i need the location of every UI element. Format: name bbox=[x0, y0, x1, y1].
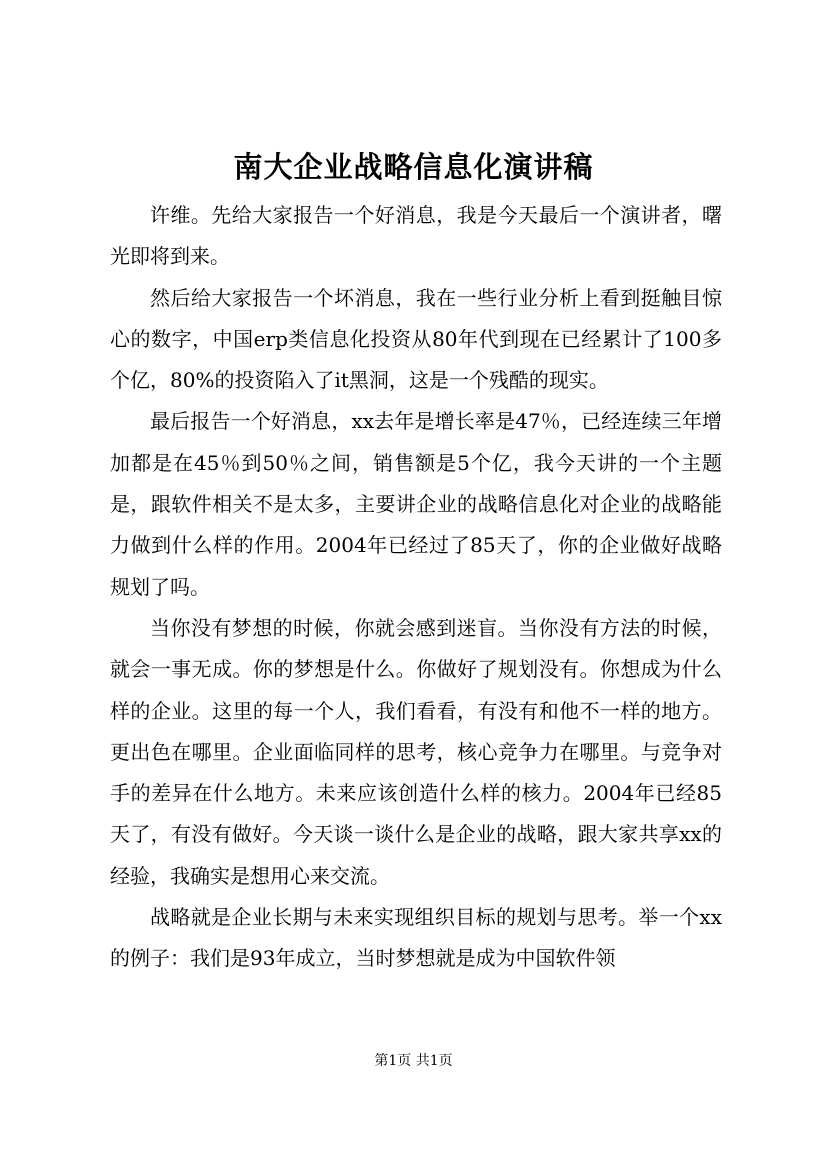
paragraph: 战略就是企业长期与未来实现组织目标的规划与思考。举一个xx的例子：我们是93年成立，当时梦想就是成为中国软件领 bbox=[110, 905, 722, 971]
paragraph: 然后给大家报告一个坏消息，我在一些行业分析上看到挺触目惊心的数字，中国erp类信息化投资从80年代到现在已经累计了100多个亿，80%的投资陷入了it黑洞，这是一个残酷的现实。 bbox=[110, 285, 722, 393]
paragraph: 许维。先给大家报告一个好消息，我是今天最后一个演讲者，曙光即将到来。 bbox=[110, 203, 722, 269]
document-body bbox=[110, 195, 722, 980]
paragraph: 最后报告一个好消息，xx去年是增长率是47％，已经连续三年增加都是在45％到50％之间，销售额是5个亿，我今天讲的一个主题是，跟软件相关不是太多，主要讲企业的战略信息化对企业的战略能力做到什么样的作用。2004年已经过了85天了，你的企业做好战略规划了吗。 bbox=[110, 409, 722, 599]
page-footer: 第1页 共1页 bbox=[374, 1053, 453, 1069]
paragraph: 当你没有梦想的时候，你就会感到迷盲。当你没有方法的时候，就会一事无成。你的梦想是什么。你做好了规划没有。你想成为什么样的企业。这里的每一个人，我们看看，有没有和他不一样的地方。更出色在哪里。企业面临同样的思考，核心竞争力在哪里。与竞争对手的差异在什么地方。未来应该创造什么样的核力。2004年已经85天了，有没有做好。今天谈一谈什么是企业的战略，跟大家共享xx的经验，我确实是想用心来交流。 bbox=[110, 615, 722, 888]
document-title: 南大企业战略信息化演讲稿 bbox=[233, 150, 594, 184]
